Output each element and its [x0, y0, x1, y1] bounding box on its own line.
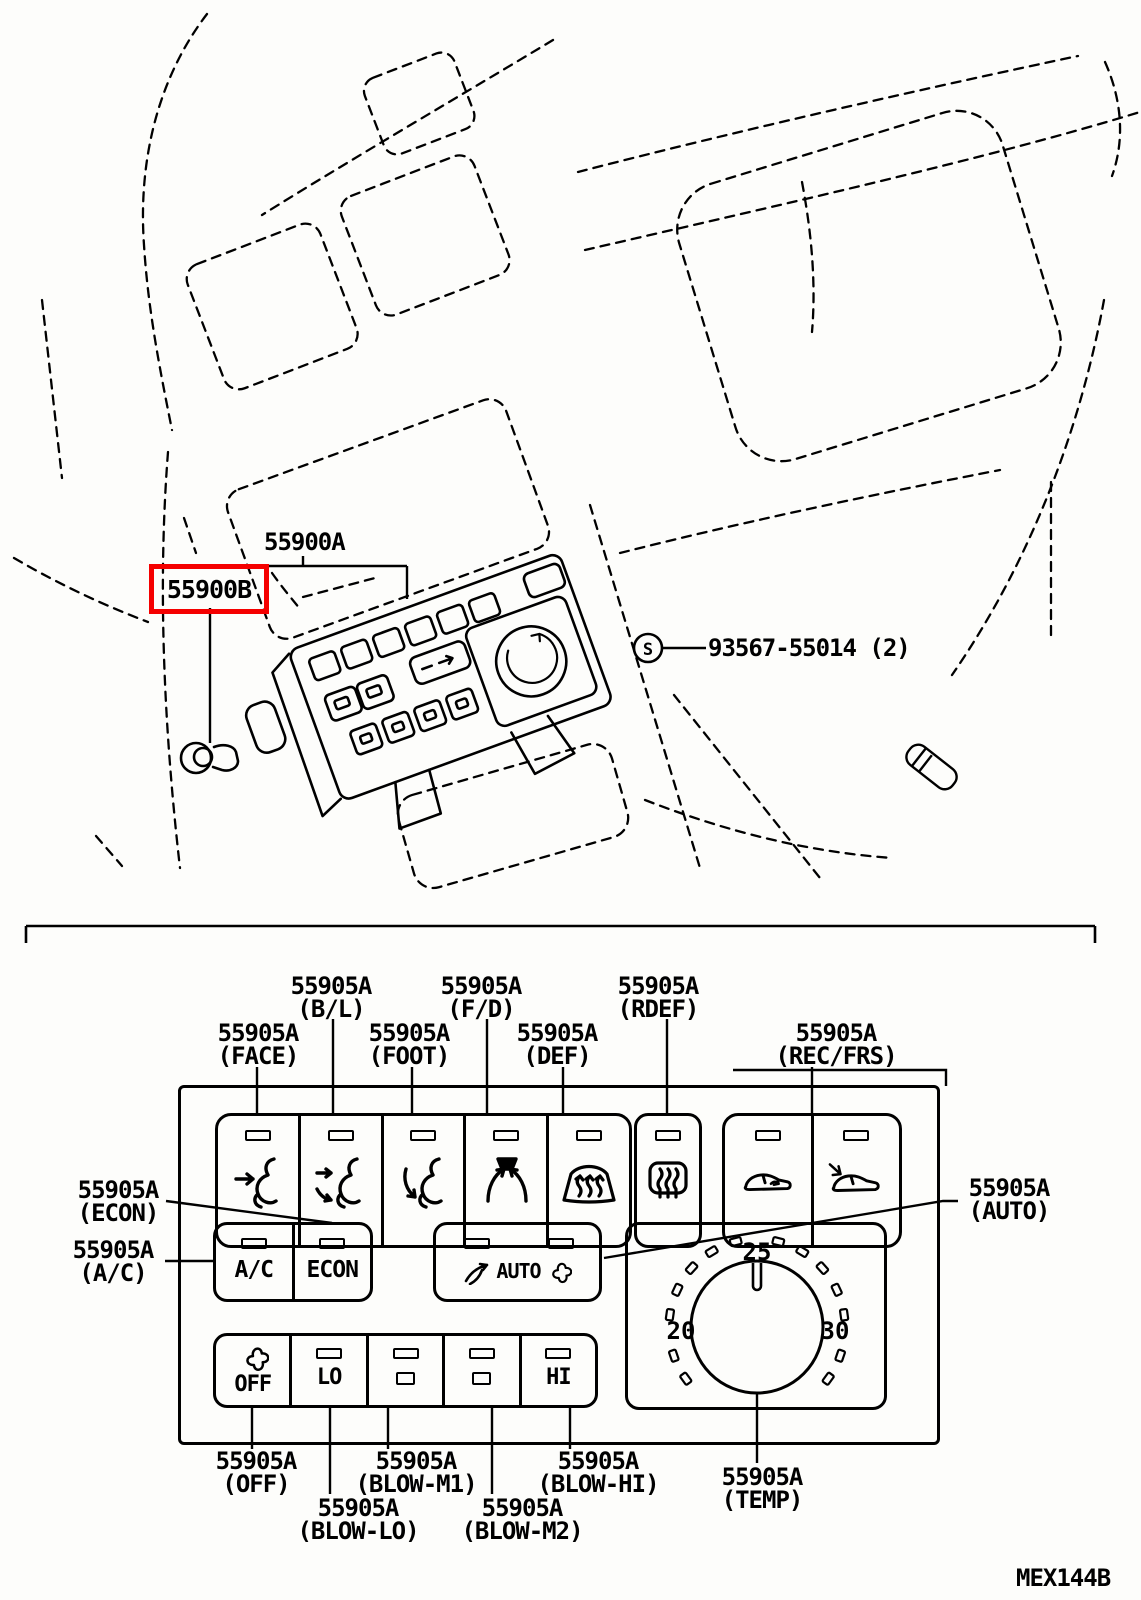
part-label-blow-m2: 55905A (BLOW-M2)	[461, 1494, 583, 1545]
indicator-lamp	[843, 1130, 869, 1141]
dial-tick-20: 20	[666, 1317, 696, 1345]
foot-defrost-airflow-icon	[476, 1153, 536, 1211]
temperature-dial-panel	[625, 1222, 887, 1410]
part-label-blow-lo: 55905A (BLOW-LO)	[297, 1494, 419, 1545]
dial-tick-25: 25	[742, 1238, 772, 1266]
part-label-auto: 55905A (AUTO)	[968, 1174, 1050, 1225]
temperature-dial	[625, 1222, 887, 1410]
windshield-defrost-icon	[559, 1153, 619, 1211]
blower-m2-button	[445, 1336, 521, 1405]
part-label-foot: 55905A (FOOT)	[368, 1019, 450, 1070]
part-label-blow-hi: 55905A (BLOW-HI)	[537, 1447, 659, 1498]
part-label-fd: 55905A (F/D)	[440, 972, 522, 1023]
part-label-rdef: 55905A (RDEF)	[617, 972, 699, 1023]
part-label-screw: 93567-55014 (2)	[708, 634, 910, 662]
blower-hi-button	[522, 1336, 595, 1405]
econ-button	[295, 1225, 371, 1299]
indicator-lamp	[545, 1348, 571, 1359]
dial-tick-30: 30	[820, 1317, 850, 1345]
highlighted-part-box	[149, 564, 269, 614]
blower-off-button	[216, 1336, 292, 1405]
indicator-lamp	[316, 1348, 342, 1359]
lo-button-label: LO	[316, 1365, 342, 1390]
vent-airflow-icon	[463, 1257, 493, 1285]
rear-defogger-icon	[641, 1155, 695, 1211]
temp-knob	[691, 1261, 823, 1393]
indicator-lamp	[464, 1238, 490, 1249]
foot-airflow-icon	[393, 1153, 453, 1211]
econ-button-label: ECON	[306, 1257, 358, 1283]
screw-symbol-icon	[634, 634, 662, 662]
bulb-part-drawing	[181, 743, 238, 773]
blower-button-group	[213, 1333, 598, 1408]
blower-m2-mark	[472, 1372, 491, 1385]
ac-econ-button-group	[213, 1222, 373, 1302]
fan-icon	[237, 1342, 269, 1372]
blower-m1-mark	[396, 1372, 415, 1385]
ac-button	[216, 1225, 295, 1299]
part-label-bl: 55905A (B/L)	[290, 972, 372, 1023]
part-label-def: 55905A (DEF)	[516, 1019, 598, 1070]
indicator-lamp	[245, 1130, 271, 1141]
part-label-ac: 55905A (A/C)	[72, 1236, 154, 1287]
part-label-temp: 55905A (TEMP)	[721, 1463, 803, 1514]
part-label-55900B: 55900B	[166, 574, 252, 604]
indicator-lamp	[755, 1130, 781, 1141]
temp-knob-pointer	[753, 1263, 761, 1290]
off-button-label: OFF	[234, 1372, 272, 1397]
part-label-blow-m1: 55905A (BLOW-M1)	[355, 1447, 477, 1498]
blower-m1-button	[369, 1336, 445, 1405]
indicator-lamp	[548, 1238, 574, 1249]
indicator-lamp	[319, 1238, 345, 1249]
fresh-air-car-icon	[827, 1154, 885, 1198]
indicator-lamp	[655, 1130, 681, 1141]
ac-button-label: A/C	[234, 1257, 274, 1283]
indicator-lamp	[241, 1238, 267, 1249]
screw-part-drawing	[902, 741, 960, 794]
indicator-lamp	[393, 1348, 419, 1359]
indicator-lamp	[469, 1348, 495, 1359]
dashboard-dashed-contours	[14, 14, 1140, 893]
face-airflow-icon	[228, 1153, 288, 1211]
part-label-econ: 55905A (ECON)	[77, 1176, 159, 1227]
part-label-55900A: 55900A	[264, 528, 345, 556]
auto-button-label: AUTO	[496, 1259, 541, 1283]
recirculation-car-icon	[739, 1157, 797, 1197]
fan-icon	[544, 1258, 572, 1284]
heater-control-unit-drawing	[230, 552, 629, 864]
indicator-lamp	[328, 1130, 354, 1141]
indicator-lamp	[493, 1130, 519, 1141]
hi-button-label: HI	[546, 1365, 571, 1390]
auto-button	[433, 1222, 602, 1302]
part-label-off: 55905A (OFF)	[215, 1447, 297, 1498]
blower-lo-button	[292, 1336, 368, 1405]
indicator-lamp	[410, 1130, 436, 1141]
part-label-recfrs: 55905A (REC/FRS)	[775, 1019, 897, 1070]
figure-code: MEX144B	[1016, 1564, 1111, 1592]
part-label-face: 55905A (FACE)	[217, 1019, 299, 1070]
screw-symbol-letter: S	[642, 640, 654, 660]
indicator-lamp	[576, 1130, 602, 1141]
bilevel-airflow-icon	[311, 1153, 371, 1211]
